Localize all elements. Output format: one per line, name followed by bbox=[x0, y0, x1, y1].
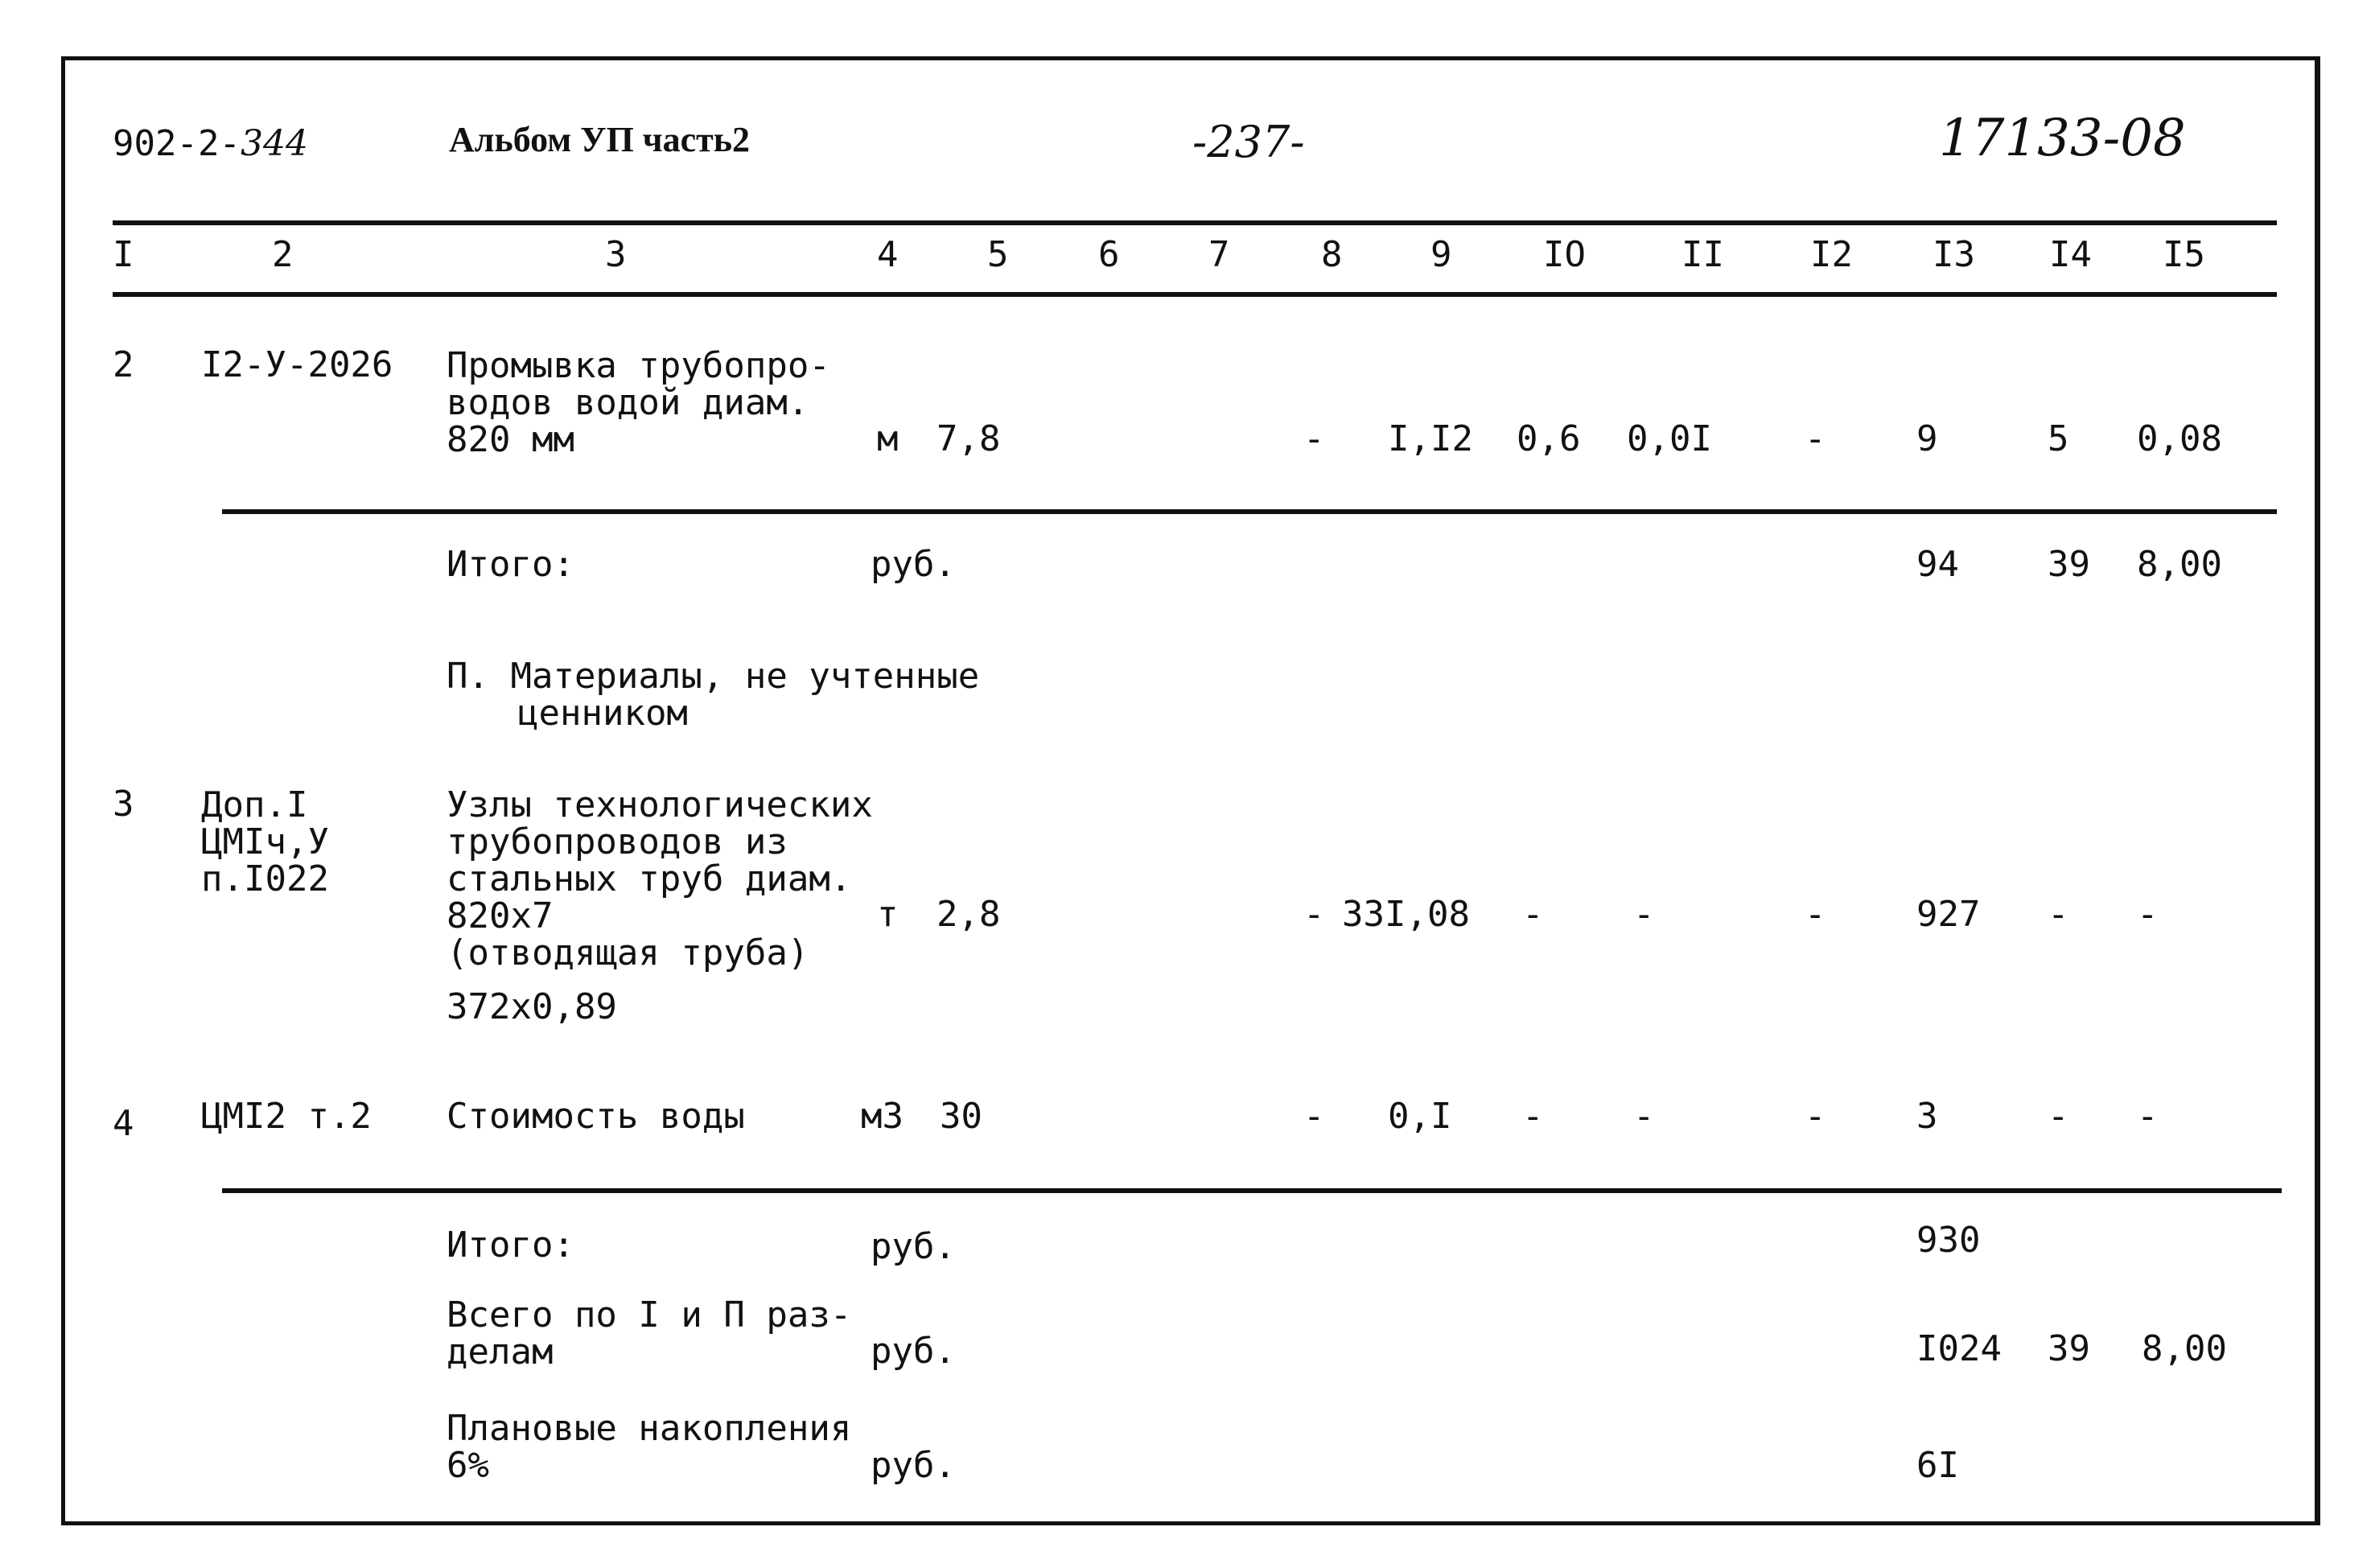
row-col9: I,I2 bbox=[1388, 418, 1473, 459]
col-header-6: 6 bbox=[1098, 234, 1120, 275]
col-header-5: 5 bbox=[987, 234, 1009, 275]
row-col12: - bbox=[1805, 418, 1826, 459]
row-extra-note: 372х0,89 bbox=[447, 986, 617, 1027]
planned-unit: руб. bbox=[871, 1445, 956, 1486]
row-col12: - bbox=[1805, 1096, 1826, 1137]
row-code: I2-У-2026 bbox=[201, 344, 393, 385]
header-rule-top bbox=[113, 220, 2277, 225]
col-header-11: II bbox=[1681, 234, 1724, 275]
row-description: Стоимость воды bbox=[447, 1096, 745, 1137]
row-description: Промывка трубопро- водов водой диам. 820 мм bbox=[447, 345, 830, 460]
row-col13: 927 bbox=[1916, 894, 1981, 935]
row-col14: 5 bbox=[2048, 418, 2069, 459]
subtotal-rule-1 bbox=[222, 509, 2277, 514]
row-col11: 0,0I bbox=[1627, 418, 1712, 459]
col-header-1: I bbox=[113, 234, 134, 275]
row-col10: 0,6 bbox=[1517, 418, 1581, 459]
col-header-13: I3 bbox=[1933, 234, 1975, 275]
header-doc-number: 17133-08 bbox=[1939, 109, 2186, 168]
subtotal-unit: руб. bbox=[871, 544, 956, 585]
header-page-number: -237- bbox=[1192, 117, 1305, 167]
col-header-14: I4 bbox=[2049, 234, 2092, 275]
col-header-7: 7 bbox=[1208, 234, 1230, 275]
col-header-12: I2 bbox=[1810, 234, 1853, 275]
planned-label: Плановые накопления 6% bbox=[447, 1408, 852, 1486]
row-col9: 0,I bbox=[1388, 1096, 1452, 1137]
row-col15: - bbox=[2137, 894, 2159, 935]
row-col11: - bbox=[1633, 1096, 1655, 1137]
col-header-15: I5 bbox=[2163, 234, 2205, 275]
header-code-prefix: 902-2- bbox=[113, 123, 241, 164]
subtotal-col15: 8,00 bbox=[2137, 544, 2222, 585]
row-unit: м3 bbox=[861, 1096, 903, 1137]
row-col13: 3 bbox=[1916, 1096, 1938, 1137]
row-col8: - bbox=[1303, 418, 1325, 459]
row-code: Доп.I ЦМIч,У п.I022 bbox=[201, 784, 329, 899]
row-unit: т bbox=[877, 894, 899, 935]
grand-total-col14: 39 bbox=[2048, 1328, 2090, 1369]
row-col13: 9 bbox=[1916, 418, 1938, 459]
col-header-9: 9 bbox=[1430, 234, 1452, 275]
subtotal-col13: 930 bbox=[1916, 1220, 1981, 1261]
grand-total-label: Всего по I и П раз- делам bbox=[447, 1294, 852, 1373]
subtotal-rule-2 bbox=[222, 1188, 2282, 1193]
row-col8: - bbox=[1303, 1096, 1325, 1137]
row-quantity: 7,8 bbox=[936, 418, 1001, 459]
subtotal-label: Итого: bbox=[447, 544, 574, 585]
row-col10: - bbox=[1522, 1096, 1544, 1137]
row-col9: 33I,08 bbox=[1342, 894, 1470, 935]
subtotal-unit: руб. bbox=[871, 1226, 956, 1267]
subtotal-col13: 94 bbox=[1916, 544, 1959, 585]
header-album: Альбом УП часть2 bbox=[449, 120, 751, 159]
row-code: ЦМI2 т.2 bbox=[201, 1096, 372, 1137]
row-unit: м bbox=[877, 418, 899, 459]
header-rule-bottom bbox=[113, 292, 2277, 297]
row-col15: 0,08 bbox=[2137, 418, 2222, 459]
row-col14: - bbox=[2048, 1096, 2069, 1137]
grand-total-unit: руб. bbox=[871, 1331, 956, 1372]
row-number: 2 bbox=[113, 344, 134, 385]
section-2-heading: П. Материалы, не учтенные ценником bbox=[447, 656, 980, 734]
subtotal-col14: 39 bbox=[2048, 544, 2090, 585]
col-header-10: IO bbox=[1543, 234, 1586, 275]
col-header-2: 2 bbox=[272, 234, 294, 275]
row-quantity: 2,8 bbox=[936, 894, 1001, 935]
row-col15: - bbox=[2137, 1096, 2159, 1137]
row-col14: - bbox=[2048, 894, 2069, 935]
row-col11: - bbox=[1633, 894, 1655, 935]
page-frame bbox=[61, 56, 2320, 1525]
row-number: 3 bbox=[113, 784, 134, 825]
row-quantity: 30 bbox=[940, 1096, 982, 1137]
row-number: 4 bbox=[113, 1103, 134, 1144]
subtotal-label: Итого: bbox=[447, 1224, 574, 1266]
row-description: Узлы технологических трубопроводов из стальных труб диам. 820х7 (отводящая труба) bbox=[447, 784, 873, 973]
col-header-8: 8 bbox=[1321, 234, 1343, 275]
planned-col13: 6I bbox=[1916, 1445, 1959, 1486]
grand-total-col13: I024 bbox=[1916, 1328, 2002, 1369]
grand-total-col15: 8,00 bbox=[2142, 1328, 2227, 1369]
col-header-3: 3 bbox=[605, 234, 627, 275]
row-col10: - bbox=[1522, 894, 1544, 935]
header-code bbox=[113, 123, 308, 164]
header-code-handwritten: 344 bbox=[240, 123, 308, 164]
col-header-4: 4 bbox=[877, 234, 899, 275]
row-col8: - bbox=[1303, 894, 1325, 935]
row-col12: - bbox=[1805, 894, 1826, 935]
